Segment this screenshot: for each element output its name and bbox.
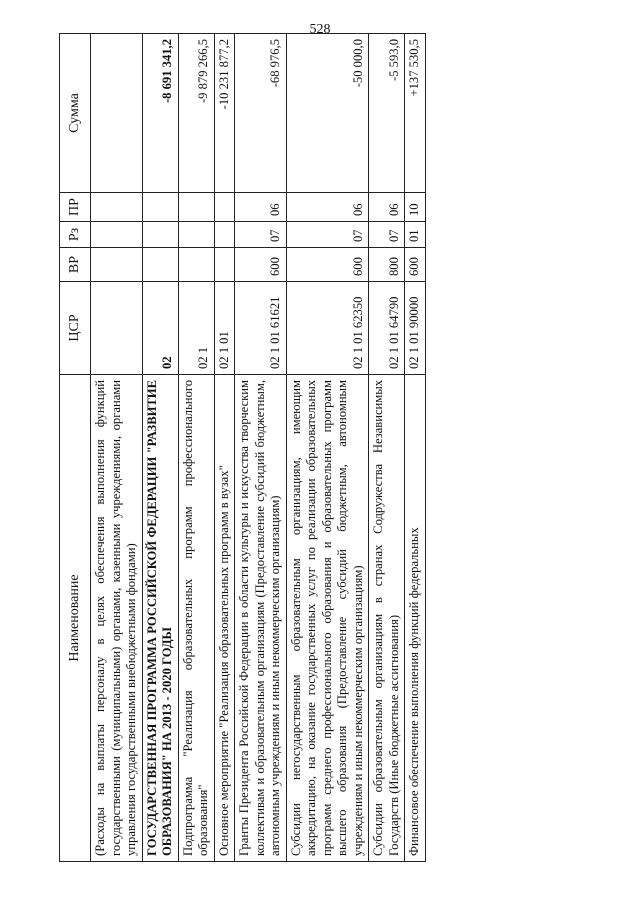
row-rz: 01 xyxy=(405,222,426,248)
table-row xyxy=(235,34,287,862)
table-row xyxy=(369,34,405,862)
row-name: Гранты Президента Российской Федерации в области культуры и искусства творческим коллективам и образовательным организациям (Предоставление субсидий бюджетным, автономным учреждениям и иным некоммерческим организациям) xyxy=(235,375,287,862)
row-sum: -9 879 266,5 xyxy=(178,34,214,193)
row-vr: 600 xyxy=(286,248,369,282)
page-number: 528 xyxy=(309,22,331,37)
row-rz: 07 xyxy=(369,222,405,248)
row-csr: 02 xyxy=(142,282,178,375)
row-csr xyxy=(91,282,143,375)
row-name: Основное мероприятие "Реализация образовательных программ в вузах" xyxy=(214,375,235,862)
table-row xyxy=(91,34,143,862)
rotated-table-container xyxy=(59,34,591,862)
row-name: ГОСУДАРСТВЕННАЯ ПРОГРАММА РОССИЙСКОЙ ФЕДЕРАЦИИ "РАЗВИТИЕ ОБРАЗОВАНИЯ" НА 2013 - 2020 ГОДЫ xyxy=(142,375,178,862)
table-row xyxy=(142,34,178,862)
row-sum: +137 530,5 xyxy=(405,34,426,193)
row-pr: 06 xyxy=(286,193,369,222)
row-name: Финансовое обеспечение выполнения функций федеральных xyxy=(405,375,426,862)
table-row xyxy=(178,34,214,862)
row-name: Подпрограмма "Реализация образовательных программ профессионального образования" xyxy=(178,375,214,862)
header-name: Наименование xyxy=(60,375,91,862)
row-pr xyxy=(214,193,235,222)
row-rz xyxy=(142,222,178,248)
row-csr: 02 1 01 61621 xyxy=(235,282,287,375)
row-vr: 600 xyxy=(235,248,287,282)
row-csr: 02 1 01 64790 xyxy=(369,282,405,375)
row-rz xyxy=(214,222,235,248)
header-vr: ВР xyxy=(60,248,91,282)
table-header-row xyxy=(60,34,91,862)
row-pr xyxy=(142,193,178,222)
row-pr xyxy=(178,193,214,222)
row-csr: 02 1 01 62350 xyxy=(286,282,369,375)
row-vr: 600 xyxy=(405,248,426,282)
row-csr: 02 1 01 90000 xyxy=(405,282,426,375)
row-vr xyxy=(214,248,235,282)
row-pr: 10 xyxy=(405,193,426,222)
row-pr: 06 xyxy=(235,193,287,222)
header-csr: ЦСР xyxy=(60,282,91,375)
row-rz xyxy=(91,222,143,248)
row-name: Субсидии негосударственным образовательным организациям, имеющим аккредитацию, на оказание государственных услуг по реализации образовательных программ среднего профессионального образования и образовательных программ высшего образования (Предоставление субсидий бюджетным, автономным учреждениям и иным некоммерческим организациям) xyxy=(286,375,369,862)
row-vr xyxy=(91,248,143,282)
row-pr: 06 xyxy=(369,193,405,222)
row-csr: 02 1 01 xyxy=(214,282,235,375)
row-pr xyxy=(91,193,143,222)
budget-table xyxy=(59,33,426,862)
table-row xyxy=(214,34,235,862)
row-vr: 800 xyxy=(369,248,405,282)
row-sum: -10 231 877,2 xyxy=(214,34,235,193)
table-row xyxy=(286,34,369,862)
row-vr xyxy=(178,248,214,282)
header-rz: Рз xyxy=(60,222,91,248)
row-csr: 02 1 xyxy=(178,282,214,375)
row-rz: 07 xyxy=(235,222,287,248)
header-sum: Сумма xyxy=(60,34,91,193)
table-row xyxy=(405,34,426,862)
row-sum xyxy=(91,34,143,193)
row-sum: -68 976,5 xyxy=(235,34,287,193)
header-pr: ПР xyxy=(60,193,91,222)
row-rz xyxy=(178,222,214,248)
row-sum: -5 593,0 xyxy=(369,34,405,193)
row-vr xyxy=(142,248,178,282)
row-rz: 07 xyxy=(286,222,369,248)
row-sum: -50 000,0 xyxy=(286,34,369,193)
row-sum: -8 691 341,2 xyxy=(142,34,178,193)
row-name: Субсидии образовательным организациям в странах Содружества Независимых Государств (Иные бюджетные ассигнования) xyxy=(369,375,405,862)
row-name: (Расходы на выплаты персоналу в целях обеспечения выполнения функций государственными (муниципальными) органами, казенными учреждениями, органами управления государственными внебюджетными фондами) xyxy=(91,375,143,862)
